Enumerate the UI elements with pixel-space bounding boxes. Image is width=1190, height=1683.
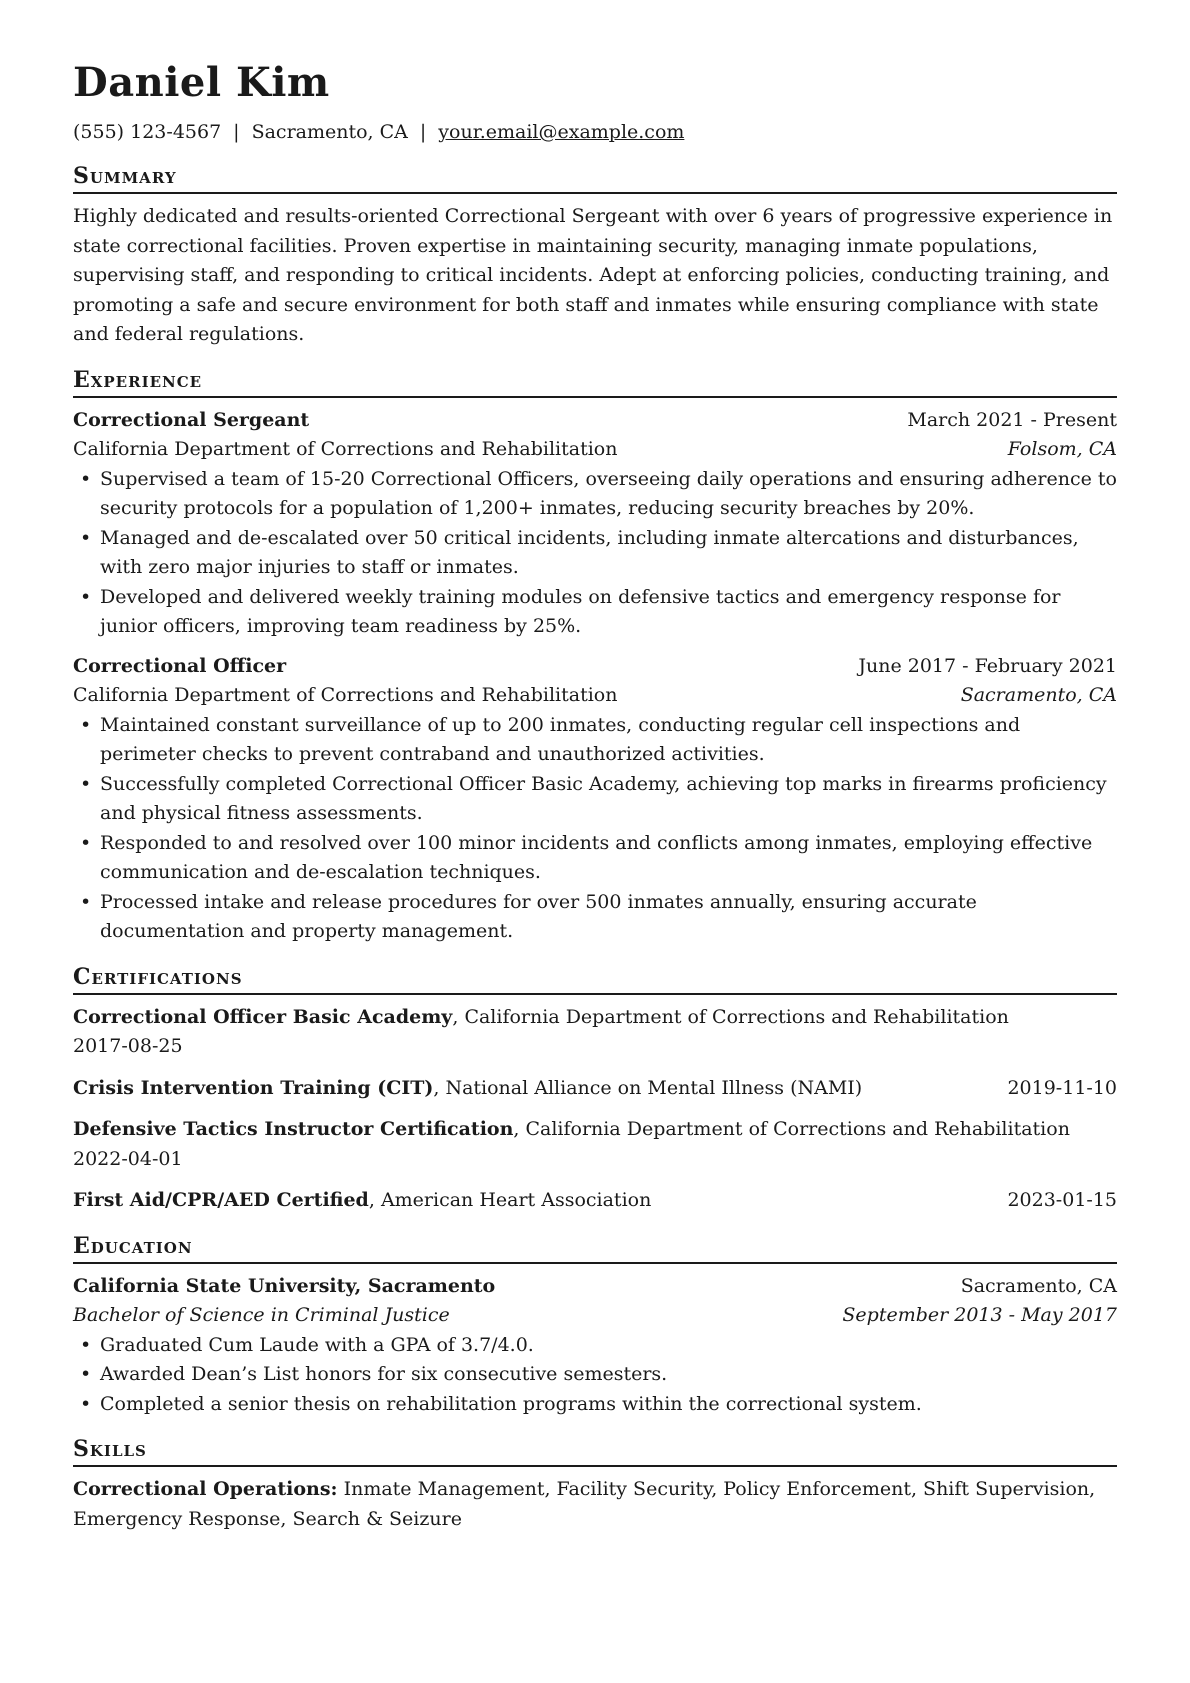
job-employer: California Department of Corrections and Rehabilitation — [73, 684, 618, 706]
skills-heading: Skills — [73, 1435, 1117, 1467]
school-location: Sacramento, CA — [960, 1274, 1117, 1297]
location: Sacramento, CA — [251, 121, 408, 143]
certification-date: 2022-04-01 — [73, 1147, 183, 1170]
bullet-item: • Managed and de-escalated over 50 critical incidents, including inmate altercations and disturbances, with zero major injuries to staff or inmates. — [73, 524, 1117, 583]
experience-heading: Experience — [73, 366, 1117, 398]
contact-line — [73, 118, 1117, 146]
bullet-item: • Supervised a team of 15-20 Correctional Officers, overseeing daily operations and ensuring adherence to security protocols for a population of 1,200+ inmates, reducing security breaches by 20%. — [73, 465, 1117, 524]
job-title: Correctional Officer — [73, 654, 287, 677]
certification-issuer: , California Department of Corrections and Rehabilitation — [452, 1005, 1009, 1028]
skills-text — [73, 1475, 1117, 1534]
job-dates: June 2017 - February 2021 — [858, 654, 1117, 677]
job-employer: California Department of Corrections and Rehabilitation — [73, 438, 618, 460]
job-entry — [73, 652, 1117, 947]
email-link[interactable]: your.email@example.com — [438, 121, 685, 143]
bullet-item: • Awarded Dean’s List honors for six consecutive semesters. — [73, 1360, 1117, 1390]
certification-date: 2017-08-25 — [73, 1035, 183, 1057]
job-title: Correctional Sergeant — [73, 408, 310, 431]
summary-text: Highly dedicated and results-oriented Correctional Sergeant with over 6 years of progressive experience in state correctional facilities. Proven expertise in maintaining security, managing inmate populations, supervising staff, and responding to critical incidents. Adept at enforcing policies, conducting training, and promoting a safe and secure environment for both staff and inmates while ensuring compliance with state and federal regulations. — [73, 205, 1113, 345]
skills-list: Inmate Management, Facility Security, Policy Enforcement, Shift Supervision, Emergency Response, Search & Seizure — [73, 1478, 1096, 1530]
school-name: California State University, Sacramento — [73, 1274, 496, 1297]
bullet-item: • Completed a senior thesis on rehabilitation programs within the correctional system. — [73, 1390, 1117, 1420]
certification-entry — [73, 1115, 1117, 1174]
phone-number: (555) 123-4567 — [73, 121, 222, 143]
bullet-item: • Developed and delivered weekly training modules on defensive tactics and emergency response for junior officers, improving team readiness by 25%. — [73, 583, 1117, 642]
job-bullets — [73, 465, 1117, 642]
certification-date: 2023-01-15 — [1007, 1189, 1117, 1211]
certification-entry — [73, 1074, 1117, 1104]
education-dates: September 2013 - May 2017 — [842, 1304, 1117, 1326]
certification-name: Correctional Officer Basic Academy — [73, 1005, 453, 1028]
job-location: Folsom, CA — [1007, 438, 1117, 460]
job-dates: March 2021 - Present — [907, 408, 1117, 431]
bullet-item: • Processed intake and release procedures for over 500 inmates annually, ensuring accurate documentation and property management. — [73, 888, 1117, 947]
education-bullets — [73, 1331, 1117, 1420]
certification-name: Defensive Tactics Instructor Certification — [73, 1118, 514, 1140]
bullet-item: • Successfully completed Correctional Officer Basic Academy, achieving top marks in firearms proficiency and physical fitness assessments. — [73, 770, 1117, 829]
job-entry — [73, 406, 1117, 642]
education-heading: Education — [73, 1232, 1117, 1264]
skills-category: Correctional Operations: — [73, 1478, 338, 1500]
degree: Bachelor of Science in Criminal Justice — [73, 1304, 450, 1326]
bullet-item: • Responded to and resolved over 100 minor incidents and conflicts among inmates, employing effective communication and de-escalation techniques. — [73, 829, 1117, 888]
certification-entry — [73, 1003, 1117, 1062]
job-bullets — [73, 711, 1117, 947]
certification-entry — [73, 1186, 1117, 1216]
certification-issuer: , American Heart Association — [368, 1189, 652, 1211]
job-location: Sacramento, CA — [960, 684, 1117, 706]
certification-date: 2019-11-10 — [1007, 1076, 1117, 1099]
contact-separator: | — [233, 121, 240, 143]
certification-name: First Aid/CPR/AED Certified — [73, 1189, 369, 1211]
certification-name: Crisis Intervention Training (CIT) — [73, 1076, 434, 1099]
bullet-item: • Maintained constant surveillance of up to 200 inmates, conducting regular cell inspections and perimeter checks to prevent contraband and unauthorized activities. — [73, 711, 1117, 770]
candidate-name: Daniel Kim — [73, 59, 330, 106]
summary-heading: Summary — [73, 162, 1117, 194]
certifications-heading: Certifications — [73, 963, 1117, 995]
certification-issuer: , National Alliance on Mental Illness (NAMI) — [433, 1076, 863, 1099]
certification-issuer: , California Department of Corrections and Rehabilitation — [513, 1118, 1070, 1140]
contact-separator: | — [419, 121, 427, 143]
bullet-item: • Graduated Cum Laude with a GPA of 3.7/4.0. — [73, 1331, 1117, 1361]
